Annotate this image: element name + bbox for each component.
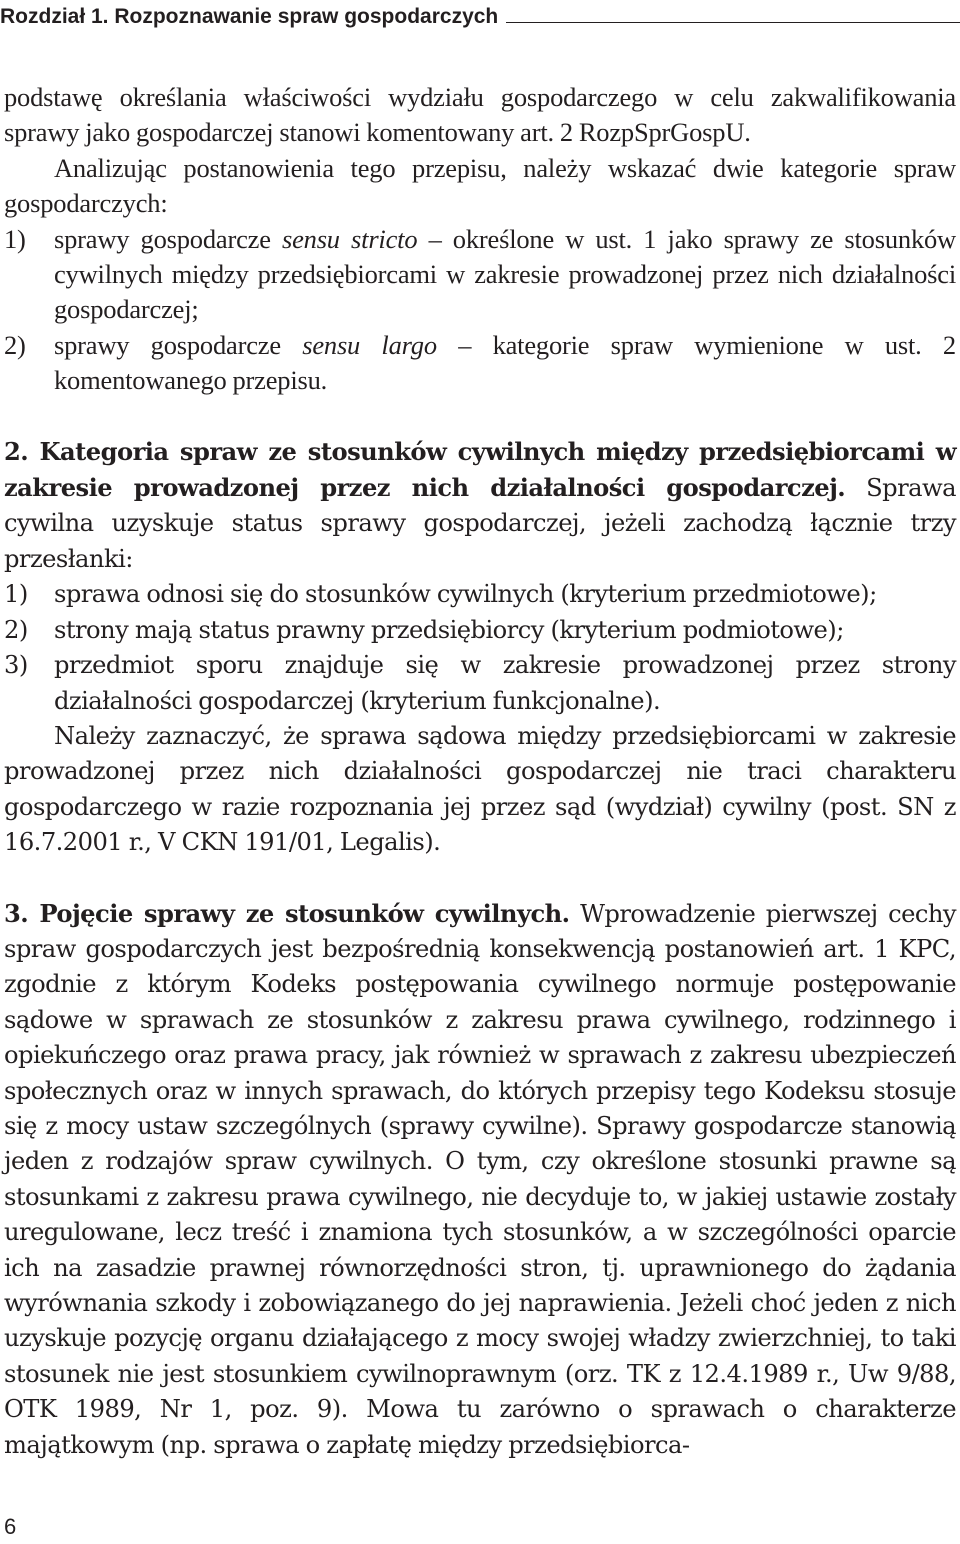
list-text: strony mają status prawny przedsiębiorcy (kryterium podmiotowe); (54, 615, 844, 644)
intro-paragraph-1: podstawę określania właściwości wydziału gospodarczego w celu zakwalifikowania sprawy jako gospodarczej stanowi komentowany art. 2 RozpSprGospU. (4, 82, 956, 148)
section-3-paragraph (4, 896, 956, 1464)
section-2-paragraph (4, 434, 956, 578)
list-number: 1) (4, 223, 26, 254)
list-text: sprawa odnosi się do stosunków cywilnych (kryterium przedmiotowe); (54, 580, 877, 609)
section-2-lead: Sprawa cywilna uzyskuje status sprawy gospodarczej, jeżeli zachodzą łącznie trzy przesłanki: (4, 474, 957, 573)
list-text-start: sprawy gospodarcze (54, 223, 282, 254)
list-text-start: sprawy gospodarcze (54, 329, 303, 360)
list-text: przedmiot sporu znajduje się w zakresie prowadzonej przez strony działalności gospodarczej (kryterium funkcjonalne). (54, 651, 956, 715)
running-header (0, 0, 960, 30)
running-header-title: Rozdział 1. Rozpoznawanie spraw gospodarczych (0, 5, 499, 28)
list-number: 3) (4, 651, 28, 680)
list-item (4, 222, 956, 328)
section-2-note: Należy zaznaczyć, że sprawa sądowa między przedsiębiorcami w zakresie prowadzonej przez nich działalności gospodarczej nie traci charakteru gospodarczego w razie rozpoznania jej przez sąd (wydział) cywilny (post. SN z 16.7.2001 r., V CKN 191/01, Legalis). (4, 721, 956, 857)
list-item (4, 577, 956, 612)
list-number: 2) (4, 615, 28, 644)
criteria-list (4, 577, 956, 719)
latin-term: sensu stricto (281, 223, 418, 254)
list-text-end: – kategorie spraw wymienione w ust. 2 komentowanego przepisu. (54, 329, 956, 396)
section-gap (4, 399, 956, 434)
intro-list (4, 222, 956, 399)
list-item (4, 613, 956, 648)
list-number: 2) (4, 329, 26, 360)
section-2-heading: 2. Kategoria spraw ze stosunków cywilnych między przedsiębiorcami w zakresie prowadzonej przez nich działalności gospodarczej. (4, 436, 956, 503)
latin-term: sensu largo (302, 329, 437, 360)
page-body (4, 80, 956, 1463)
list-text-end: – określone w ust. 1 jako sprawy ze stosunków cywilnych między przedsiębiorcami w zakresie prowadzonej przez nich działalności gospodarczej; (54, 223, 956, 325)
section-3-text: Wprowadzenie pierwszej cechy spraw gospodarczych jest bezpośrednią konsekwencją postanowień art. 1 KPC, zgodnie z którym Kodeks postępowania cywilnego normuje postępowanie sądowe w sprawach ze stosunków z zakresu prawa cywilnego, rodzinnego i opiekuńczego oraz prawa pracy, jak również w sprawach z zakresu ubezpieczeń społecznych oraz w innych sprawach, do których przepisy tego Kodeksu stosuje się z mocy ustaw szczególnych (sprawy cywilne). Sprawy gospodarcze stanowią jeden z rodzajów spraw cywilnych. O tym, czy określone stosunki prawne są stosunkami z zakresu prawa cywilnego, nie decyduje to, w jakiej ustawie zostały uregulowane, lecz treść i znamiona tych stosunków, a w szczególności oparcie ich na zasadzie prawnej równorzędności stron, tj. uprawnionego do żądania wyrównania szkody i zobowiązanego do jej naprawienia. Jeżeli choć jeden z nich uzyskuje pozycję organu działającego z mocy swojej władzy zwierzchniej, to taki stosunek nie jest stosunkiem cywilnoprawnym (orz. TK z 12.4.1989 r., Uw 9/88, OTK 1989, Nr 1, poz. 9). Mowa tu zarówno o sprawach o charakterze majątkowym (np. sprawa o zapłatę między przedsiębiorca- (4, 899, 956, 1459)
list-text (54, 328, 956, 399)
section-gap (4, 861, 956, 896)
header-rule (506, 22, 960, 23)
list-text (54, 222, 956, 328)
section-3-heading: 3. Pojęcie sprawy ze stosunków cywilnych. (4, 898, 570, 928)
list-item (4, 328, 956, 399)
list-item (4, 648, 956, 719)
list-number: 1) (4, 580, 28, 609)
intro-paragraph-2: Analizując postanowienia tego przepisu, należy wskazać dwie kategorie spraw gospodarczych: (4, 152, 956, 219)
page-number: 6 (4, 1514, 17, 1539)
